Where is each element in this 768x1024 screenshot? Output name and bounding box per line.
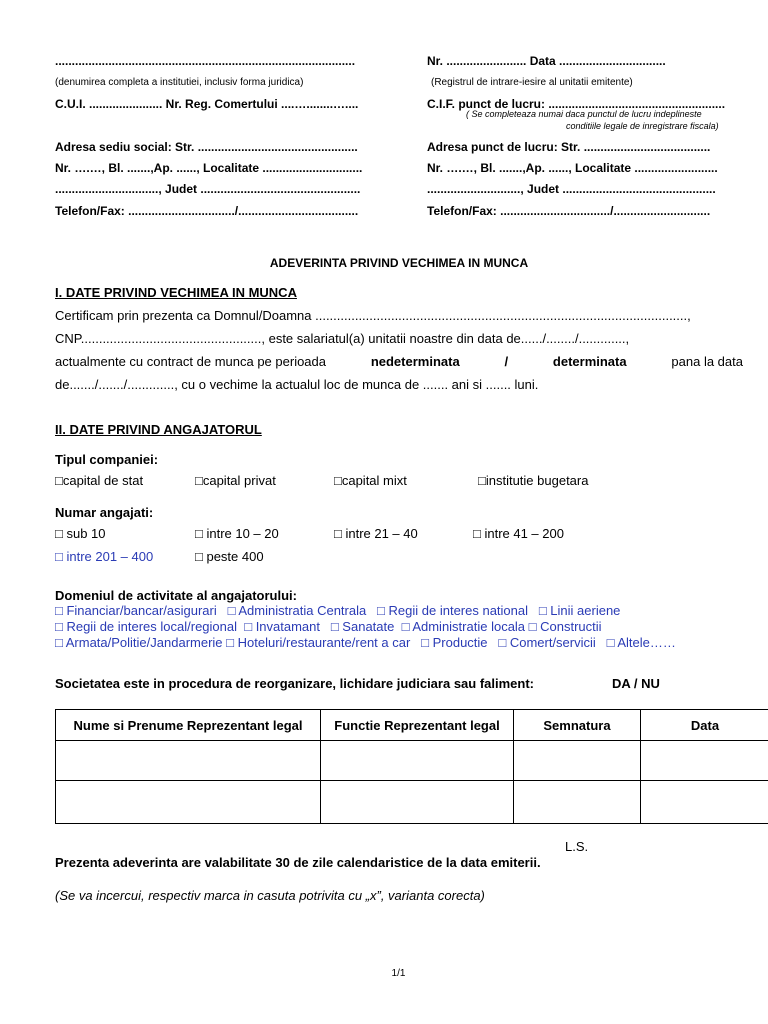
workpoint-number-field: Nr. ….…, Bl. .......,Ap. ......, Localitate .........................	[427, 161, 718, 175]
reorganization-answer[interactable]: DA / NU	[612, 676, 660, 691]
cif-note-line1: ( Se completeaza numai daca punctul de lucru indeplineste	[466, 109, 702, 119]
cell-date[interactable]	[641, 741, 768, 781]
company-type-private[interactable]: □capital privat	[195, 473, 276, 488]
institution-name-field: ..........................................................................................	[55, 54, 356, 68]
cell-name[interactable]	[56, 781, 321, 824]
option-separator: /	[504, 354, 509, 369]
col-date: Data	[641, 710, 768, 741]
option-determinata[interactable]: determinata	[552, 354, 627, 369]
workpoint-address-field: Adresa punct de lucru: Str. ......................................	[427, 140, 711, 154]
reorganization-question: Societatea este in procedura de reorganizare, lichidare judiciara sau faliment:	[55, 676, 535, 691]
cui-field: C.U.I. ...................... Nr. Reg. Comertului ....…........…....	[55, 97, 359, 111]
workpoint-phone-field: Telefon/Fax: ................................./.............................	[427, 204, 711, 218]
company-type-budget[interactable]: □institutie bugetara	[478, 473, 589, 488]
until-date-text: pana la data	[671, 354, 743, 369]
registry-number-date-field: Nr. ........................ Data ................................	[427, 54, 666, 68]
address-field: Adresa sediu social: Str. ................................................	[55, 140, 358, 154]
activity-domain-row3[interactable]: □ Armata/Politie/Jandarmerie □ Hoteluri/restaurante/rent a car □ Productie □ Comert/servicii □ Altele……	[55, 635, 676, 650]
employees-over-400[interactable]: □ peste 400	[195, 549, 264, 564]
table-header-row	[56, 710, 768, 741]
validity-statement: Prezenta adeverinta are valabilitate 30 de zile calendaristice de la data emiterii.	[55, 855, 541, 870]
section1-line4: de......./......./............., cu o vechime la actualul loc de munca de ....... ani si ....... luni.	[55, 377, 539, 392]
cell-function[interactable]	[321, 741, 514, 781]
cif-field: C.I.F. punct de lucru: .....................................................	[427, 97, 726, 111]
county-field: ..............................., Judet ................................................	[55, 182, 361, 196]
activity-domain-label: Domeniul de activitate al angajatorului:	[55, 588, 297, 603]
cell-function[interactable]	[321, 781, 514, 824]
workpoint-county-field: ............................, Judet ..............................................	[427, 182, 716, 196]
cell-signature[interactable]	[514, 741, 641, 781]
employees-41-200[interactable]: □ intre 41 – 200	[473, 526, 564, 541]
registry-note: (Registrul de intrare-iesire al unitatii emitente)	[431, 77, 633, 88]
company-type-mixed[interactable]: □capital mixt	[334, 473, 407, 488]
col-function: Functie Reprezentant legal	[321, 710, 514, 741]
employees-21-40[interactable]: □ intre 21 – 40	[334, 526, 418, 541]
instruction-note: (Se va incercui, respectiv marca in casuta potrivita cu „x”, varianta corecta)	[55, 888, 485, 903]
contract-text: actualmente cu contract de munca pe perioada	[55, 354, 327, 369]
activity-domain-row2[interactable]: □ Regii de interes local/regional □ Invatamant □ Sanatate □ Administratie locala □ Constructii	[55, 619, 602, 634]
activity-domain-row1[interactable]: □ Financiar/bancar/asigurari □ Administratia Centrala □ Regii de interes national □ Linii aeriene	[55, 603, 621, 618]
section1-line3	[55, 354, 743, 369]
col-signature: Semnatura	[514, 710, 641, 741]
company-type-label: Tipul companiei:	[55, 452, 159, 467]
section1-line1: Certificam prin prezenta ca Domnul/Doamna .......................................................................................................,	[55, 308, 691, 323]
employees-under-10[interactable]: □ sub 10	[55, 526, 106, 541]
employees-label: Numar angajati:	[55, 505, 154, 520]
employees-10-20[interactable]: □ intre 10 – 20	[195, 526, 279, 541]
section1-line2: CNP.................................................., este salariatul(a) unitatii noastre din data de....../......../.............,	[55, 331, 630, 346]
employees-201-400[interactable]: □ intre 201 – 400	[55, 549, 154, 564]
cell-signature[interactable]	[514, 781, 641, 824]
institution-name-note: (denumirea completa a institutiei, inclusiv forma juridica)	[55, 77, 304, 88]
legal-representative-table	[55, 709, 768, 824]
cell-date[interactable]	[641, 781, 768, 824]
cif-note-line2: conditiile legale de inregistrare fiscala)	[566, 121, 719, 131]
table-row	[56, 741, 768, 781]
option-nedeterminata[interactable]: nedeterminata	[370, 354, 460, 369]
section2-heading: II. DATE PRIVIND ANGAJATORUL	[55, 422, 262, 437]
col-name: Nume si Prenume Reprezentant legal	[56, 710, 321, 741]
table-row	[56, 781, 768, 824]
address-number-field: Nr. ….…, Bl. .......,Ap. ......, Localitate ..............................	[55, 161, 363, 175]
cell-name[interactable]	[56, 741, 321, 781]
document-title: ADEVERINTA PRIVIND VECHIMEA IN MUNCA	[269, 256, 529, 270]
phone-fax-field: Telefon/Fax: ................................/....................................	[55, 204, 359, 218]
page-number: 1/1	[391, 968, 406, 979]
stamp-placeholder: L.S.	[565, 839, 589, 854]
section1-heading: I. DATE PRIVIND VECHIMEA IN MUNCA	[55, 285, 297, 300]
company-type-state[interactable]: □capital de stat	[55, 473, 144, 488]
